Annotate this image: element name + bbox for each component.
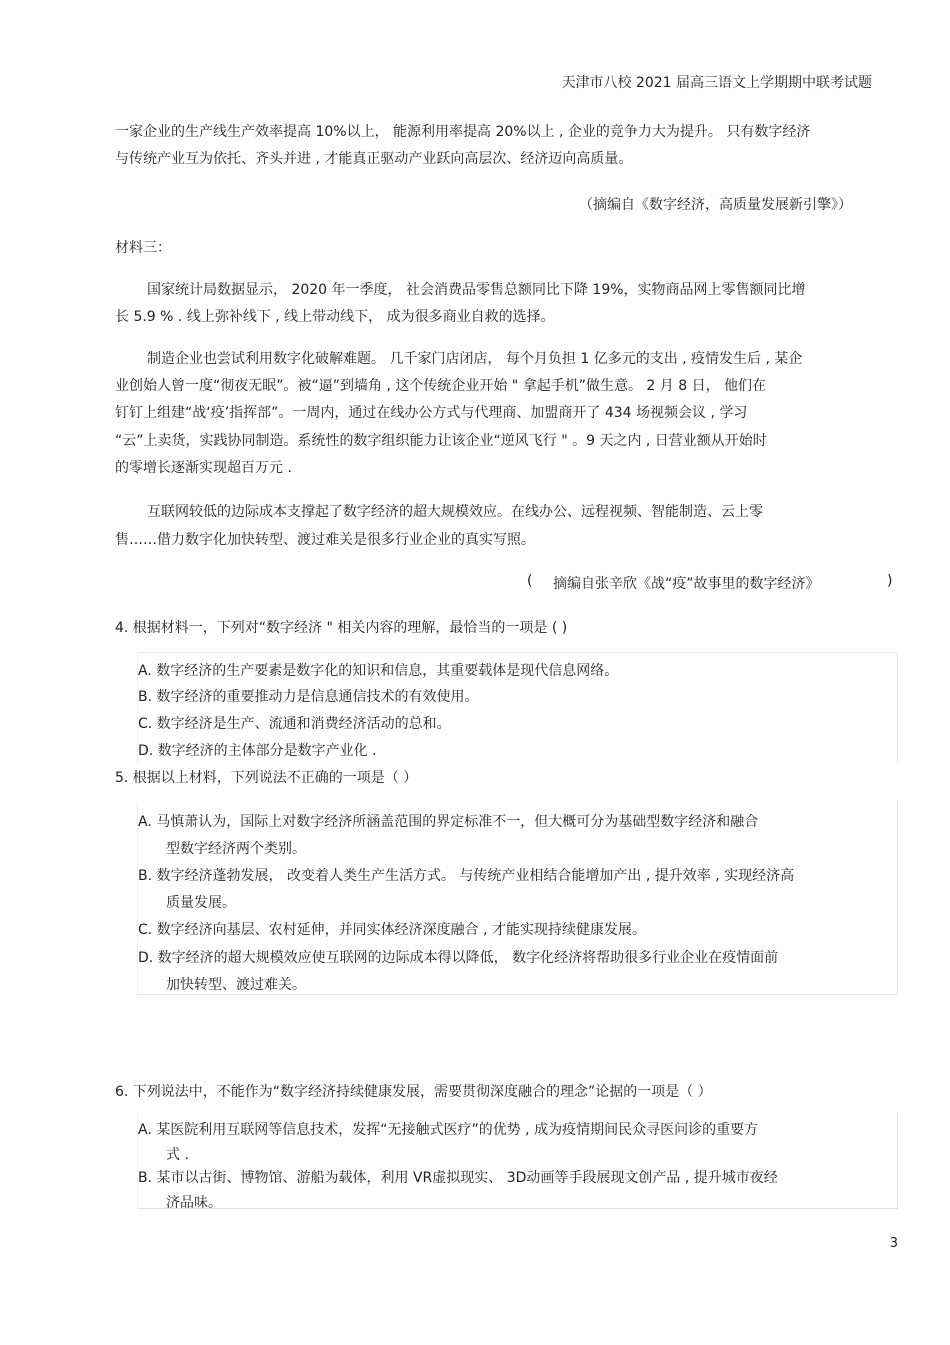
option-a-continued: 式 . [166, 1147, 189, 1163]
question-stem: 5. 根据以上材料，下列说法不正确的一项是（ ） [115, 770, 418, 786]
option-b: B. 数字经济蓬勃发展， 改变着人类生产生活方式。 与传统产业相结合能增加产出 , 提升效率 , 实现经济高 [138, 868, 795, 884]
question-stem: 4. 根据材料一，下列对“数字经济 " 相关内容的理解，最恰当的一项是 ( ) [115, 620, 568, 636]
para-line: 售……借力数字化加快转型、渡过难关是很多行业企业的真实写照。 [115, 532, 535, 548]
option-d-continued: 加快转型、渡过难关。 [166, 977, 306, 993]
option-d: D. 数字经济的主体部分是数字产业化 . [138, 743, 377, 759]
para-line: “云”上卖货，实践协同制造。系统性的数字组织能力让该企业“逆风飞行 " 。9 天之内 , 日营业额从开始时 [115, 433, 767, 449]
para-line: 互联网较低的边际成本支撑起了数字经济的超大规模效应。在线办公、远程视频、智能制造、云上零 [147, 504, 763, 520]
para-line: 制造企业也尝试利用数字化破解难题。 几千家门店闭店， 每个月负担 1 亿多元的支出 , 疫情发生后 , 某企 [147, 351, 803, 367]
source-citation: （摘编自《数字经济，高质量发展新引擎》） [579, 197, 852, 213]
option-a: A. 马慎萧认为，国际上对数字经济所涵盖范围的界定标准不一，但大概可分为基础型数字经济和融合 [138, 814, 759, 830]
option-b: B. 某市以古街、博物馆、游船为载体，利用 VR虚拟现实、 3D动画等手段展现文创产品 , 提升城市夜经 [138, 1170, 778, 1186]
page-header: 天津市八校 2021 届高三语文上学期期中联考试题 [561, 75, 872, 91]
source-open-paren: ( [527, 573, 533, 589]
page-number: 3 [889, 1236, 898, 1251]
para-line: 一家企业的生产线生产效率提高 10%以上， 能源利用率提高 20%以上 , 企业的竞争力大为提升。 只有数字经济 [115, 124, 811, 140]
para-line: 的零增长逐渐实现超百万元 . [115, 460, 292, 476]
option-a: A. 某医院利用互联网等信息技术，发挥“无接触式医疗”的优势 , 成为疫情期间民众寻医问诊的重要方 [138, 1122, 759, 1138]
option-b-continued: 质量发展。 [166, 895, 236, 911]
source-close-paren: ) [887, 573, 893, 589]
source-citation: 摘编自张辛欣《战“疫”故事里的数字经济》 [553, 576, 820, 592]
option-c: C. 数字经济是生产、流通和消费经济活动的总和。 [138, 716, 451, 732]
option-b-continued: 济品味。 [166, 1195, 222, 1211]
option-b: B. 数字经济的重要推动力是信息通信技术的有效使用。 [138, 689, 479, 705]
section-title: 材料三： [115, 240, 171, 256]
para-line: 国家统计局数据显示， 2020 年一季度， 社会消费品零售总额同比下降 19%，实物商品网上零售额同比增 [147, 282, 806, 298]
para-line: 长 5.9 % . 线上弥补线下 , 线上带动线下， 成为很多商业自救的选择。 [115, 309, 555, 325]
question-stem: 6. 下列说法中，不能作为“数字经济持续健康发展，需要贯彻深度融合的理念”论据的一项是（ ） [115, 1084, 712, 1100]
para-line: 业创始人曾一度“彻夜无眠”。被“逼”到墙角 , 这个传统企业开始 " 拿起手机”做生意。 2 月 8 日， 他们在 [115, 378, 767, 394]
option-d: D. 数字经济的超大规模效应使互联网的边际成本得以降低， 数字化经济将帮助很多行业企业在疫情面前 [138, 950, 779, 966]
option-c: C. 数字经济向基层、农村延伸，并同实体经济深度融合 , 才能实现持续健康发展。 [138, 922, 647, 938]
option-a: A. 数字经济的生产要素是数字化的知识和信息，其重要载体是现代信息网络。 [138, 663, 619, 679]
para-line: 钉钉上组建“战‘疫’指挥部”。一周内，通过在线办公方式与代理商、加盟商开了 434 场视频会议 , 学习 [115, 405, 748, 421]
para-line: 与传统产业互为依托、齐头并进 , 才能真正驱动产业跃向高层次、经济迈向高质量。 [115, 151, 633, 167]
option-a-continued: 型数字经济两个类别。 [166, 841, 306, 857]
